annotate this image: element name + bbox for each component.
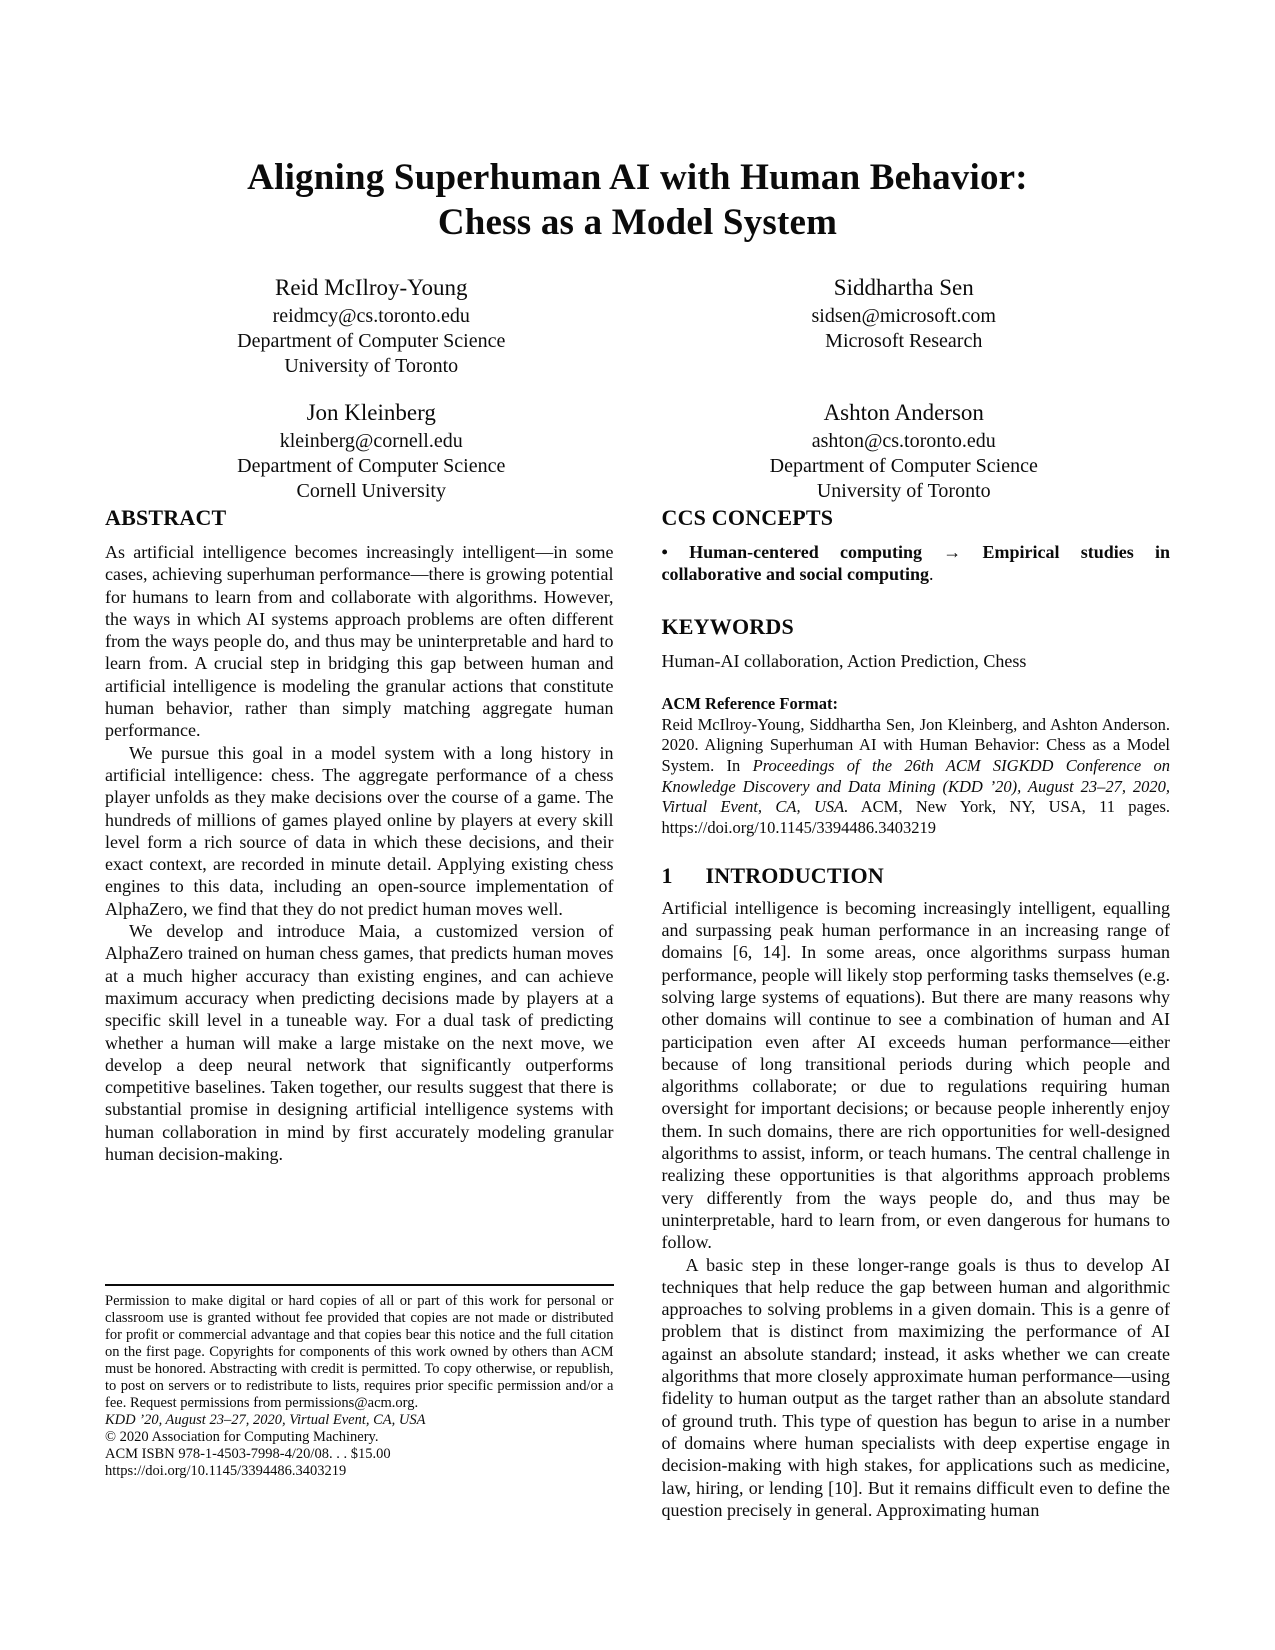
author-affiliation: University of Toronto [284,355,459,377]
author-name: Jon Kleinberg [306,400,436,425]
abstract-paragraph: As artificial intelligence becomes increasingly intelligent—in some cases, achieving superhuman performance—there is growing potential for humans to learn from and collaborate with algorithms. However, the ways in which AI systems approach problems are often different from the ways people do, and thus may be uninterpretable and hard to learn from. A crucial step in bridging this gap between human and artificial intelligence is modeling the granular actions that constitute human behavior, rather than simply matching aggregate human performance. [105,542,614,741]
ccs-heading: CCS CONCEPTS [661,505,834,530]
abstract-heading: ABSTRACT [105,505,227,530]
footnote-doi-link[interactable]: https://doi.org/10.1145/3394486.3403219 [105,1463,347,1479]
acm-ref-venue: Proceedings of the 26th ACM SIGKDD Conference on Knowledge Discovery and Data Mining (KDD ’20), August 23–27, 2020, Virtual Event, CA, USA. [661,756,1170,817]
paper-title [0,155,1275,245]
acm-ref-text [662,715,1171,839]
author-affiliation: Cornell University [296,480,446,502]
section-number: 1 [661,862,673,888]
acm-ref-authors: Reid McIlroy-Young, Siddhartha Sen, Jon Kleinberg, and Ashton Anderson. 2020. Aligning Superhuman AI with Human Behavior: Chess as a Model System. In [661,714,1170,775]
section-title: INTRODUCTION [705,862,884,888]
author-email[interactable]: sidsen@microsoft.com [811,305,996,327]
acm-ref-heading: ACM Reference Format: [661,693,839,713]
ccs-arrow-icon: → [921,542,983,562]
footnote-venue-line: KDD ’20, August 23–27, 2020, Virtual Event, CA, USA [105,1412,426,1428]
ccs-text [662,541,1171,586]
ccs-concept-secondary: Empirical studies in collaborative and social computing [661,542,1170,585]
ccs-concept-primary: Human-centered computing [689,542,922,562]
two-column-body [105,505,1170,1521]
permission-text: Permission to make digital or hard copies of all or part of this work for personal or classroom use is granted without fee provided that copies are not made or distributed for profit or commercial advantage and that copies bear this notice and the full citation on the first page. Copyrights for components of this work owned by others than ACM must be honored. Abstracting with credit is permitted. To copy otherwise, or republish, to post on servers or to redistribute to lists, requires prior specific permission and/or a fee. Request permissions from permissions@acm.org. [105,1293,614,1411]
copyright-notice [105,1284,614,1480]
paper-title-line-2: Chess as a Model System [437,202,838,243]
introduction-paragraph: Artificial intelligence is becoming increasingly intelligent, equalling and surpassing peak human performance in an increasing range of domains [6, 14]. In some areas, once algorithms surpass human performance, people will likely stop performing tasks themselves (e.g. solving large systems of equations). But there are many reasons why other domains will continue to see a combination of human and AI participation even after AI exceeds human performance—either because of long transitional periods during which people and algorithms collaborate; or due to regulations requiring human oversight for important decisions; or because people inherently enjoy them. In such domains, there are rich opportunities for well-designed algorithms to assist, inform, or teach humans. The central challenge in realizing these opportunities is that algorithms approach problems very differently from the ways people do, and thus may be uninterpretable, hard to learn from, or even dangerous for humans to follow. [661,897,1170,1253]
introduction-heading [662,863,1171,889]
author-name: Reid McIlroy-Young [274,275,468,300]
author-block-3 [105,399,638,504]
paper-title-line-1: Aligning Superhuman AI with Human Behavior: [247,157,1028,198]
acm-ref-doi-link[interactable]: https://doi.org/10.1145/3394486.3403219 [661,818,937,838]
footnote-isbn-line: ACM ISBN 978-1-4503-7998-4/20/08. . . $15.00 [105,1446,391,1462]
authors-grid [105,274,1170,504]
keywords-heading: KEYWORDS [661,613,794,639]
left-column [105,505,614,1480]
acm-ref-publisher: ACM, New York, NY, USA, 11 pages. [848,797,1171,817]
author-affiliation: Department of Computer Science [237,330,506,352]
author-affiliation: Microsoft Research [825,330,983,352]
author-email[interactable]: ashton@cs.toronto.edu [811,430,996,452]
footnote-copyright-line: © 2020 Association for Computing Machinery. [105,1429,379,1445]
abstract-paragraph: We pursue this goal in a model system with a long history in artificial intelligence: chess. The aggregate performance of a chess player unfolds as they make decisions over the course of a game. The hundreds of millions of games played online by players at every skill level form a rich source of data in which these decisions, and their exact context, are recorded in minute detail. Applying existing chess engines to this data, including an open-source implementation of AlphaZero, we find that they do not predict human moves well. [105,742,614,919]
author-email[interactable]: reidmcy@cs.toronto.edu [272,305,470,327]
author-affiliation: Department of Computer Science [769,455,1038,477]
author-block-1 [105,274,638,379]
ccs-period: . [929,564,934,585]
author-email[interactable]: kleinberg@cornell.edu [279,430,463,452]
author-affiliation: Department of Computer Science [237,455,506,477]
abstract-paragraph: We develop and introduce Maia, a customized version of AlphaZero trained on human chess games, that predicts human moves at a much higher accuracy than existing engines, and can achieve maximum accuracy when predicting decisions made by players at a specific skill level in a tuneable way. For a dual task of predicting whether a human will make a large mistake on the next move, we develop a deep neural network that significantly outperforms competitive baselines. Taken together, our results suggest that there is substantial promise in designing artificial intelligence systems with human collaboration in mind by first accurately modeling granular human decision-making. [105,921,614,1165]
ccs-bullet: • [661,542,690,562]
keywords-text: Human-AI collaboration, Action Prediction, Chess [661,650,1027,671]
author-block-4 [638,399,1171,504]
introduction-paragraph: A basic step in these longer-range goals is thus to develop AI techniques that help reduce the gap between human and algorithmic approaches to solving problems in a given domain. This is a genre of problem that is distinct from maximizing the performance of AI against an absolute standard; instead, it asks whether we can create algorithms that more closely approximate human performance—using fidelity to human output as the target rather than an absolute standard of ground truth. This type of question has begun to arise in a number of domains where human specialists with deep expertise engage in decision-making with high stakes, for applications such as medicine, law, hiring, or lending [10]. But it remains difficult even to define the question precisely in general. Approximating human [661,1254,1170,1520]
author-affiliation: University of Toronto [816,480,991,502]
author-name: Siddhartha Sen [833,275,974,300]
right-column [662,505,1171,1521]
acm-reference-block [662,694,1171,839]
author-block-2 [638,274,1171,379]
footnote-rule [105,1284,614,1286]
author-name: Ashton Anderson [823,400,984,425]
